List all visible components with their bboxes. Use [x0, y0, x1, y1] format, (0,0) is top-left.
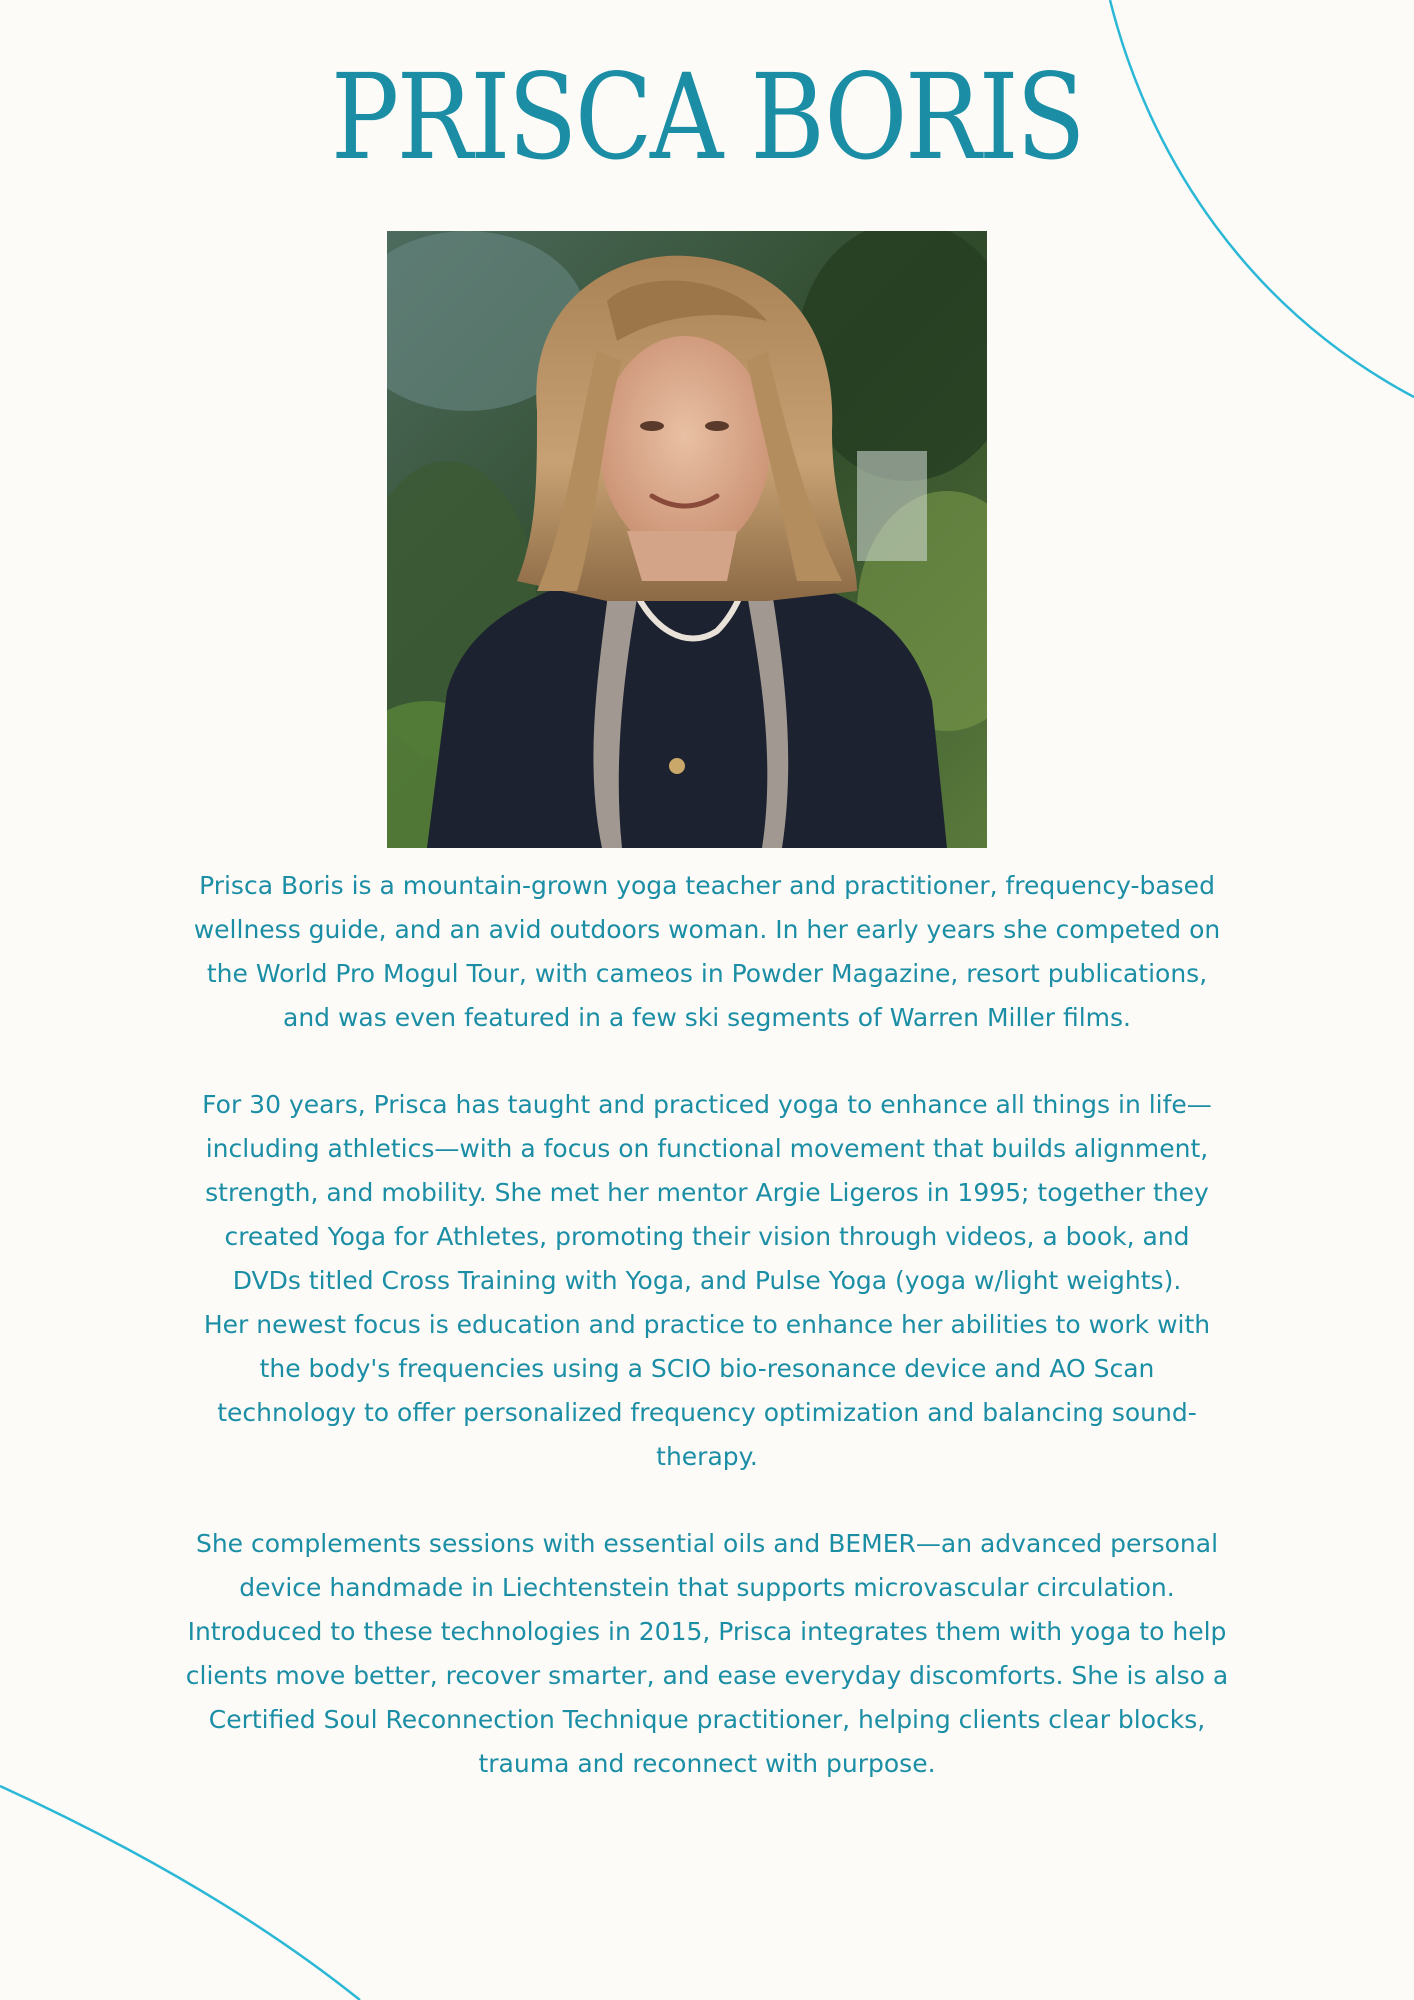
- bio-line: She complements sessions with essential oils and BEMER—an advanced personal: [195, 1529, 1219, 1558]
- bio-line: Prisca Boris is a mountain-grown yoga teacher and practitioner, frequency-based: [199, 871, 1215, 900]
- bottom-left-curve: [0, 1786, 360, 2000]
- bio-line: created Yoga for Athletes, promoting their vision through videos, a book, and: [224, 1222, 1190, 1251]
- bio-line: DVDs titled Cross Training with Yoga, and Pulse Yoga (yoga w/light weights).: [232, 1266, 1182, 1295]
- page-title: PRISCA BORIS: [330, 48, 1084, 186]
- bio-line: the body's frequencies using a SCIO bio-resonance device and AO Scan: [259, 1354, 1155, 1383]
- bio-paragraph-3: [150, 1522, 1264, 1786]
- bio-line: including athletics—with a focus on functional movement that builds alignment,: [205, 1134, 1209, 1163]
- bio-line: Certified Soul Reconnection Technique practitioner, helping clients clear blocks,: [208, 1705, 1206, 1734]
- portrait-image: [387, 231, 987, 848]
- bio-line: clients move better, recover smarter, and ease everyday discomforts. She is also a: [185, 1661, 1229, 1690]
- bio-line: Her newest focus is education and practice to enhance her abilities to work with: [203, 1310, 1211, 1339]
- bio-line: wellness guide, and an avid outdoors woman. In her early years she competed on: [193, 915, 1221, 944]
- bio-line: For 30 years, Prisca has taught and practiced yoga to enhance all things in life—: [202, 1090, 1212, 1119]
- bio-line: device handmade in Liechtenstein that supports microvascular circulation.: [239, 1573, 1175, 1602]
- portrait-photo: [387, 231, 987, 848]
- bio-line: the World Pro Mogul Tour, with cameos in Powder Magazine, resort publications,: [206, 959, 1208, 988]
- bio-line: trauma and reconnect with purpose.: [478, 1749, 936, 1778]
- bio-line: and was even featured in a few ski segments of Warren Miller films.: [283, 1003, 1131, 1032]
- bio-line: strength, and mobility. She met her mentor Argie Ligeros in 1995; together they: [205, 1178, 1209, 1207]
- bio-paragraph-2: [150, 1083, 1264, 1479]
- bio-line: therapy.: [656, 1442, 758, 1471]
- bio-paragraph-1: [150, 864, 1264, 1040]
- bio-line: Introduced to these technologies in 2015, Prisca integrates them with yoga to help: [187, 1617, 1227, 1646]
- bio-line: technology to offer personalized frequency optimization and balancing sound-: [217, 1398, 1197, 1427]
